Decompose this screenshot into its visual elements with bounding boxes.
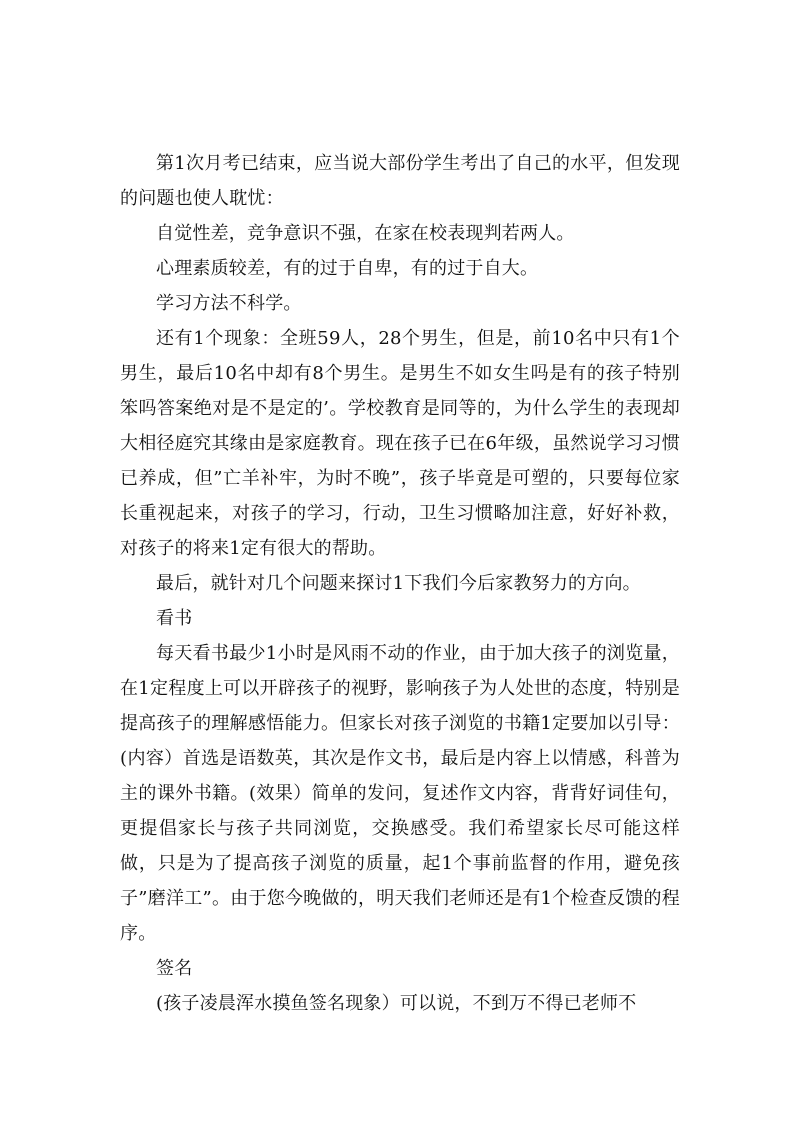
paragraph-issue-psychology: 心理素质较差，有的过于自卑，有的过于自大。 (156, 258, 539, 279)
document-body (120, 146, 680, 1021)
paragraph-issue-self-discipline: 自觉性差，竞争意识不强，在家在校表现判若两人。 (156, 223, 575, 244)
paragraph-signature-note: (孩子凌晨浑水摸鱼签名现象）可以说，不到万不得已老师不 (156, 993, 637, 1014)
paragraph-exam-summary: 第1次月考已结束，应当说大部份学生考出了自己的水平，但发现的问题也使人耽忧： (120, 153, 680, 209)
paragraph-gender-phenomenon: 还有1个现象：全班59人，28个男生，但是，前10名中只有1个男生，最后10名中却有8个男生。是男生不如女生吗是有的孩子特别笨吗答案绝对是不是定的’。学校教育是同等的，为什么学生的表现却大相径庭究其缘由是家庭教育。现在孩子已在6年级，虽然说学习习惯已养成，但”亡羊补牢，为时不晚”，孩子毕竟是可塑的，只要每位家长重视起来，对孩子的学习，行动，卫生习惯略加注意，好好补救，对孩子的将来1定有很大的帮助。 (120, 328, 680, 559)
section-heading-reading: 看书 (156, 608, 193, 629)
paragraph-reading-guidance: 每天看书最少1小时是风雨不动的作业，由于加大孩子的浏览量，在1定程度上可以开辟孩子的视野，影响孩子为人处世的态度，特别是提高孩子的理解感悟能力。但家长对孩子浏览的书籍1定要加以引导：(内容）首选是语数英，其次是作文书，最后是内容上以情感，科普为主的课外书籍。(效果）简单的发问，复述作文内容，背背好词佳句，更提倡家长与孩子共同浏览，交换感受。我们希望家长尽可能这样做，只是为了提高孩子浏览的质量，起1个事前监督的作用，避免孩子”磨洋工”。由于您今晚做的，明天我们老师还是有1个检查反馈的程序。 (120, 643, 680, 944)
paragraph-issue-study-method: 学习方法不科学。 (156, 293, 302, 314)
section-heading-signature: 签名 (156, 958, 193, 979)
paragraph-direction-intro: 最后，就针对几个问题来探讨1下我们今后家教努力的方向。 (156, 573, 641, 594)
